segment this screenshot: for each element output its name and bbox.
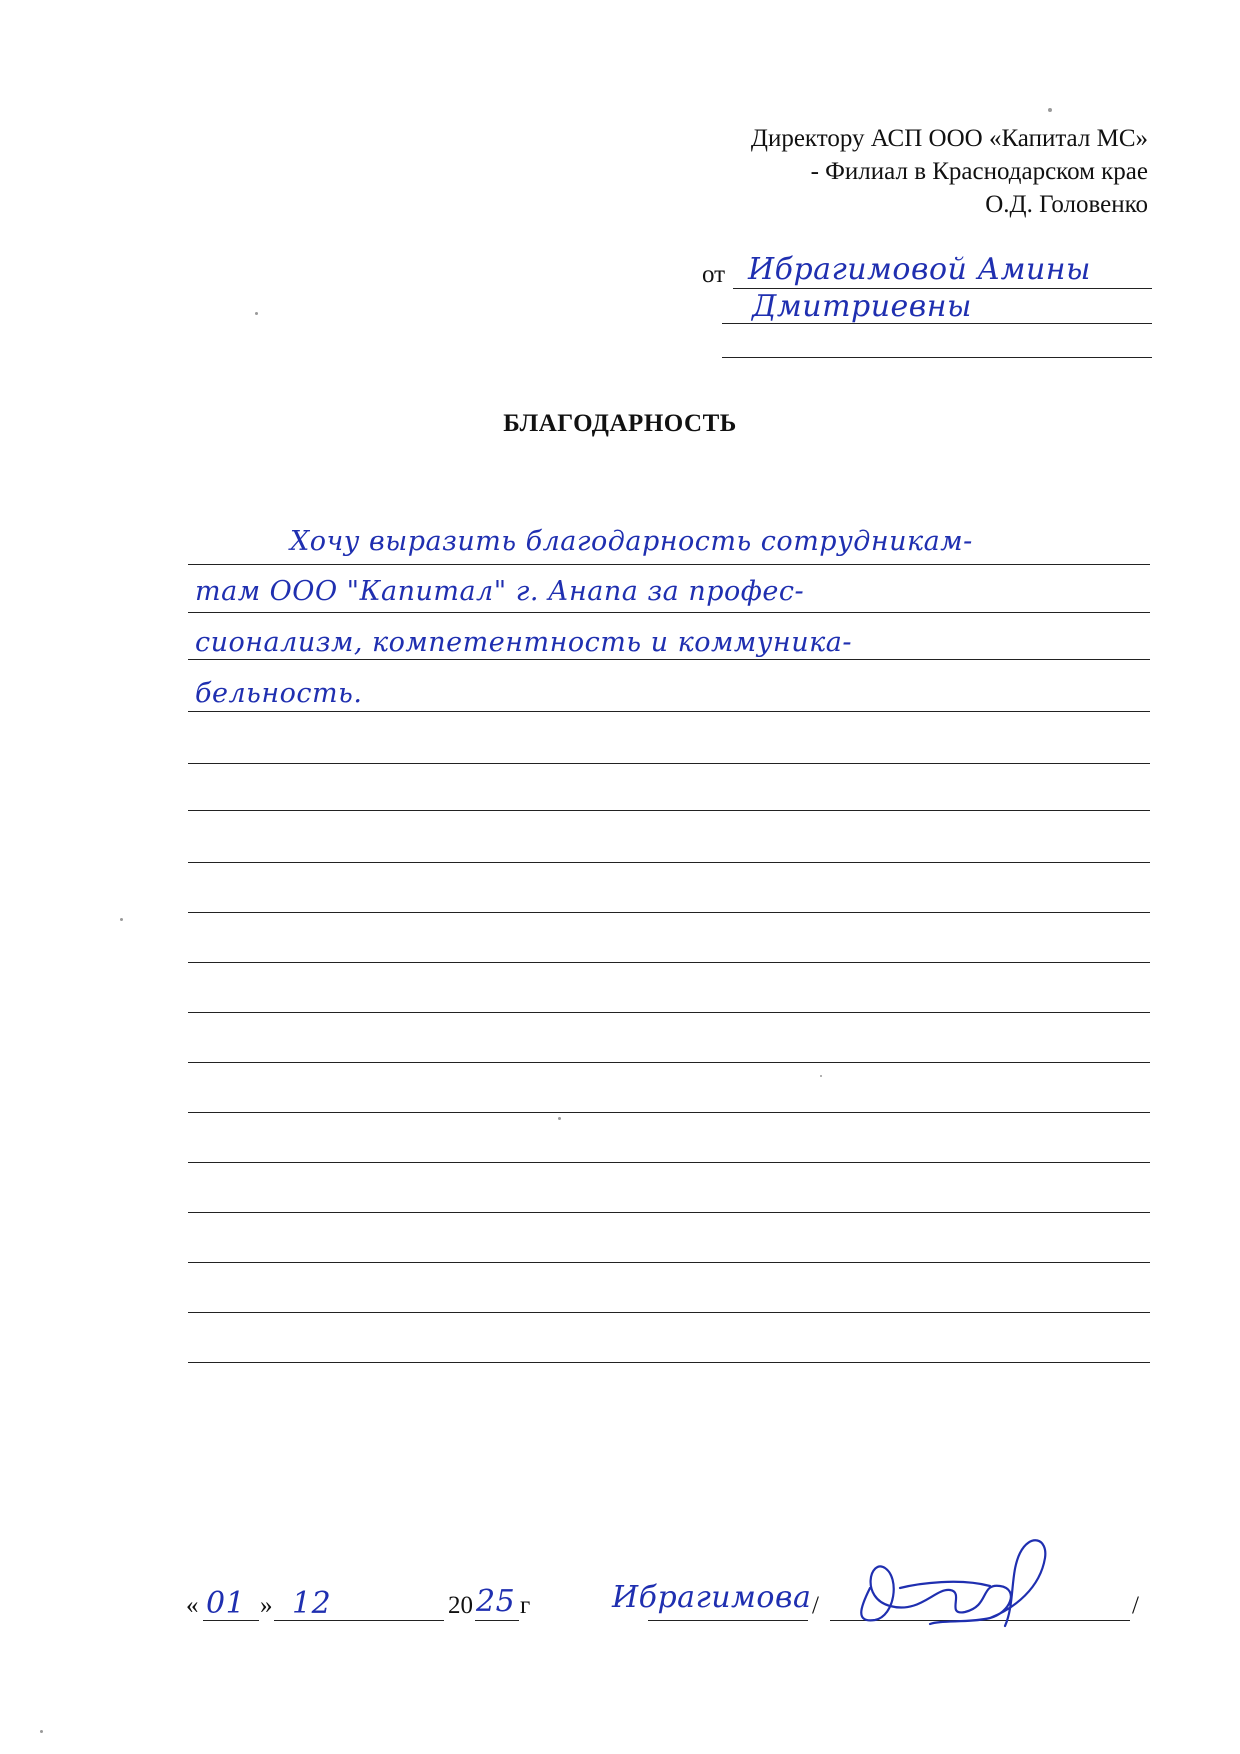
recipient-block: [528, 122, 1148, 221]
document-title: БЛАГОДАРНОСТЬ: [503, 410, 737, 437]
ruled-line: [188, 862, 1150, 863]
date-day: 01: [206, 1586, 246, 1621]
day-underline: [203, 1620, 259, 1621]
ruled-line: [188, 962, 1150, 963]
sender-name-line-2: Дмитриевны: [752, 289, 972, 324]
date-year-g: г: [520, 1592, 531, 1619]
ruled-line: [188, 659, 1150, 660]
month-underline: [274, 1620, 444, 1621]
recipient-line-2: - Филиал в Краснодарском крае: [810, 158, 1148, 185]
ruled-line: [188, 1062, 1150, 1063]
scan-speck: [40, 1730, 43, 1733]
scan-speck: [820, 1075, 822, 1077]
surname-underline: [648, 1620, 808, 1621]
ruled-line: [188, 1162, 1150, 1163]
signer-surname: Ибрагимова: [612, 1580, 812, 1615]
ruled-line: [188, 1112, 1150, 1113]
scan-speck: [558, 1117, 561, 1120]
body-line-1: Хочу выразить благодарность сотрудникам-: [290, 526, 973, 557]
ruled-line: [188, 810, 1150, 811]
footer-slash-1: /: [812, 1592, 819, 1619]
scan-speck: [120, 918, 123, 921]
date-year-suffix: 25: [476, 1584, 516, 1619]
sender-name-line-1: Ибрагимовой Амины: [748, 252, 1091, 287]
date-quote-close: »: [260, 1592, 273, 1619]
date-quote-open: «: [186, 1592, 199, 1619]
from-label: от: [702, 261, 726, 288]
signature-mark: [840, 1528, 1060, 1638]
recipient-line-3: О.Д. Головенко: [985, 191, 1148, 218]
ruled-line: [188, 1262, 1150, 1263]
ruled-line: [188, 564, 1150, 565]
ruled-line: [188, 711, 1150, 712]
date-month: 12: [292, 1586, 332, 1621]
scan-speck: [1048, 108, 1052, 112]
body-line-2: там ООО "Капитал" г. Анапа за профес-: [195, 576, 805, 607]
recipient-line-1: Директору АСП ООО «Капитал МС»: [750, 125, 1148, 152]
year-underline: [475, 1620, 519, 1621]
ruled-line: [188, 763, 1150, 764]
ruled-line: [188, 1212, 1150, 1213]
body-line-3: сионализм, компетентность и коммуника-: [195, 627, 852, 658]
from-line-3: [722, 357, 1152, 358]
ruled-line: [188, 612, 1150, 613]
ruled-line: [188, 1012, 1150, 1013]
scan-speck: [255, 312, 258, 315]
body-line-4: бельность.: [195, 678, 363, 709]
footer-slash-2: /: [1132, 1592, 1139, 1619]
ruled-line: [188, 1362, 1150, 1363]
ruled-line: [188, 1312, 1150, 1313]
date-year-prefix: 20: [448, 1592, 473, 1619]
ruled-line: [188, 912, 1150, 913]
